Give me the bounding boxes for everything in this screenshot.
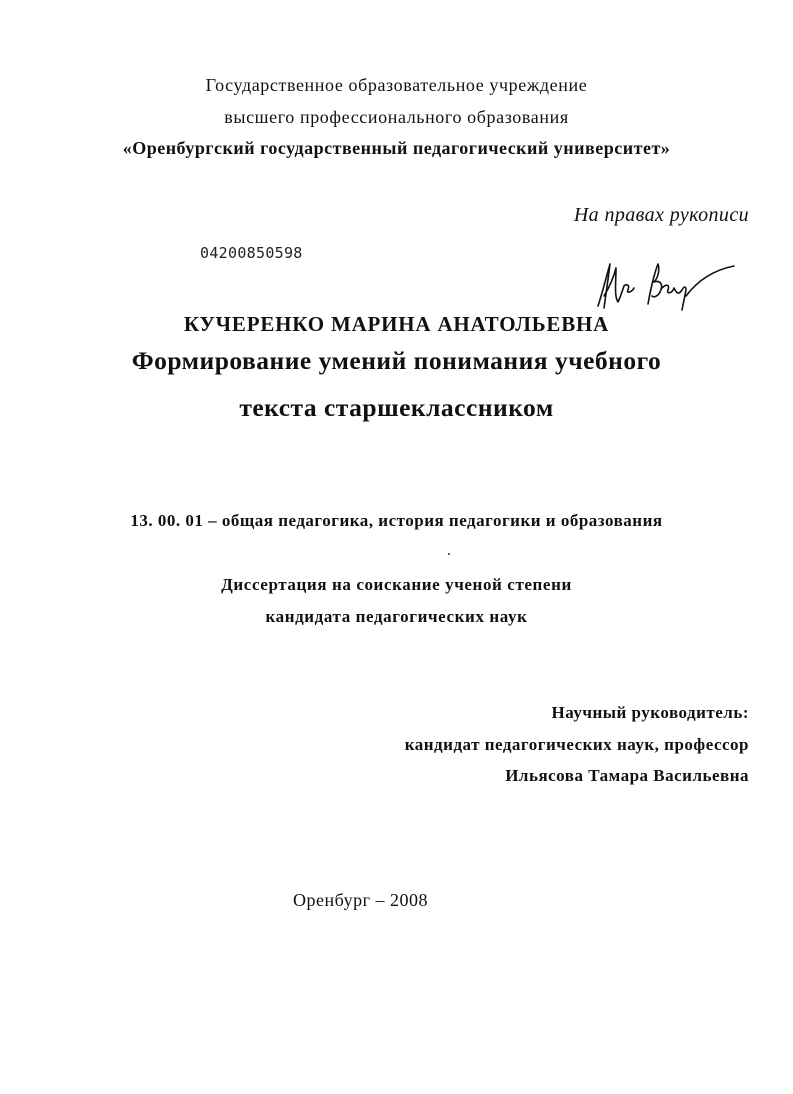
dissertation-title-line-1: Формирование умений понимания учебного — [131, 346, 662, 375]
supervisor-label: Научный руководитель: — [551, 703, 749, 722]
supervisor-credentials: кандидат педагогических наук, профессор — [404, 735, 749, 754]
degree-line-1: Диссертация на соискание ученой степени — [221, 575, 572, 594]
signature-icon — [588, 256, 738, 316]
author-name: КУЧЕРЕНКО МАРИНА АНАТОЛЬЕВНА — [183, 312, 610, 336]
registration-number: 04200850598 — [200, 244, 303, 262]
supervisor-name: Ильясова Тамара Васильевна — [505, 766, 749, 785]
manuscript-note: На правах рукописи — [573, 204, 749, 226]
institution-line-1: Государственное образовательное учреждение — [205, 75, 588, 95]
institution-line-3: «Оренбургский государственный педагогический университет» — [122, 138, 671, 158]
institution-line-2: высшего профессионального образования — [224, 107, 569, 127]
specialty-code: 13. 00. 01 – общая педагогика, история педагогики и образования — [130, 511, 663, 530]
dissertation-title-line-2: текста старшеклассником — [239, 393, 554, 422]
degree-line-2: кандидата педагогических наук — [265, 607, 528, 626]
city-year: Оренбург – 2008 — [293, 890, 428, 910]
scan-dot — [448, 553, 450, 555]
